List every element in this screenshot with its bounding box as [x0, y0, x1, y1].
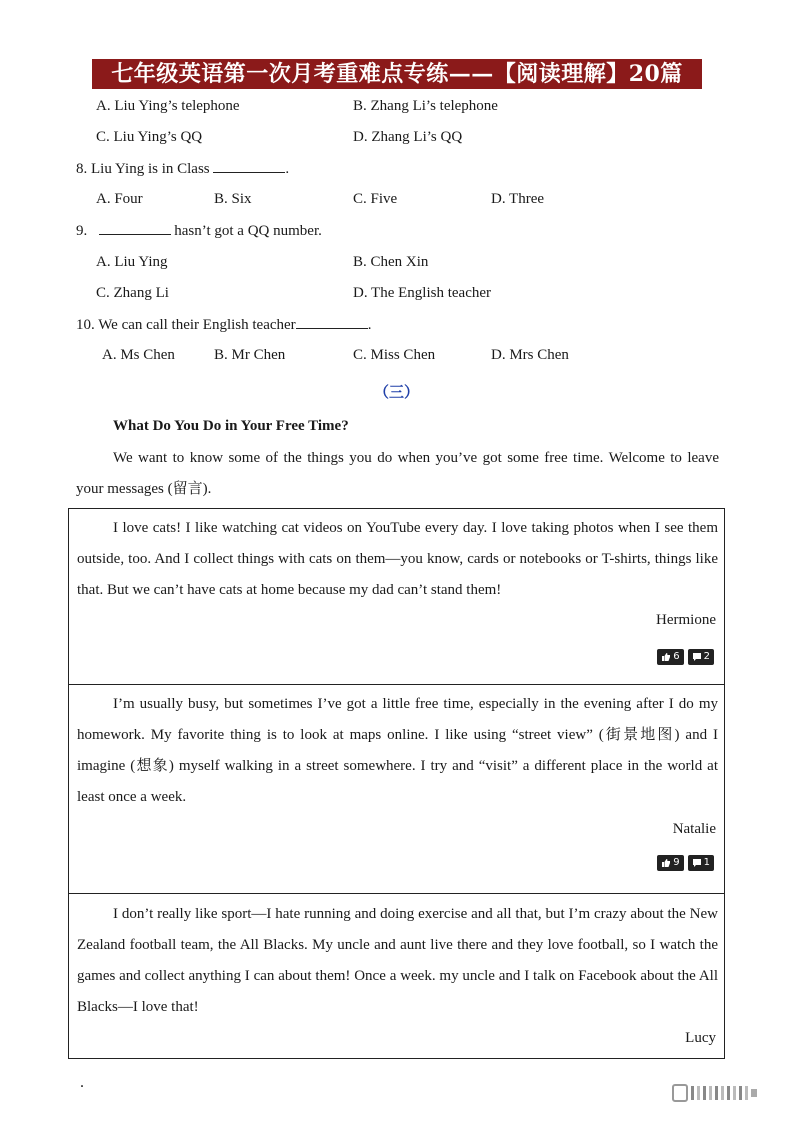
message-author: Natalie	[672, 821, 716, 837]
q10-option-d: D. Mrs Chen	[491, 347, 569, 363]
message-card	[68, 684, 725, 894]
thumbs-up-icon	[661, 858, 671, 868]
q9-number: 9.	[76, 223, 88, 239]
message-author: Hermione	[656, 612, 716, 628]
reaction-bar	[657, 855, 714, 873]
q10-end: .	[367, 317, 372, 333]
q8-option-c: C. Five	[353, 191, 398, 207]
question-8	[76, 158, 289, 179]
like-count	[657, 855, 683, 871]
passage-intro: We want to know some of the things you do when you’ve got some free time. Welcome to leave your messages (留言).	[76, 450, 719, 497]
thumbs-up-icon	[661, 652, 671, 662]
q10-option-a: A. Ms Chen	[102, 347, 175, 363]
q7-option-b: B. Zhang Li’s telephone	[353, 98, 498, 114]
q8-option-d: D. Three	[491, 191, 545, 207]
q8-option-b: B. Six	[214, 191, 252, 207]
watermark-logo	[672, 1082, 772, 1104]
answer-blank	[213, 158, 285, 173]
q8-option-a: A. Four	[96, 191, 143, 207]
q10-option-b: B. Mr Chen	[214, 347, 286, 363]
stray-dot: .	[80, 1074, 84, 1091]
q10-option-c: C. Miss Chen	[353, 347, 436, 363]
message-text: I don’t really like sport—I hate running and doing exercise and all that, but I’m crazy about the New Zealand football team, the All Blacks. My uncle and aunt live there and they love football, so I watch the games and collect anything I can about them! Once a week. my uncle and I talk on Facebook about the All Blacks—I love that!	[77, 906, 718, 1015]
q9-option-b: B. Chen Xin	[353, 254, 429, 270]
message-text: I’m usually busy, but sometimes I’ve got a little free time, especially in the evening after I do my homework. My favorite thing is to look at maps online. I like using “street view” (街景地图) and I imagine (想象) myself walking in a street somewhere. I try and “visit” a different place in the world at least once a week.	[77, 696, 718, 805]
reaction-bar	[657, 649, 714, 667]
comment-number: 2	[703, 651, 710, 662]
comment-icon	[692, 652, 702, 662]
message-card	[68, 508, 725, 685]
q9-option-c: C. Zhang Li	[96, 285, 169, 301]
q8-stem: 8. Liu Ying is in Class	[76, 161, 214, 177]
q7-option-c: C. Liu Ying’s QQ	[96, 129, 203, 145]
message-text: I love cats! I like watching cat videos on YouTube every day. I love taking photos when I see them outside, too. And I collect things with cats on them—you know, cards or notebooks or T-shirts, things like that. But we can’t have cats at home because my dad can’t stand them!	[77, 520, 718, 598]
answer-blank	[296, 314, 368, 329]
q7-option-a: A. Liu Ying’s telephone	[96, 98, 240, 114]
message-card	[68, 893, 725, 1059]
q9-option-d: D. The English teacher	[353, 285, 492, 301]
q9-stem: hasn’t got a QQ number.	[170, 223, 322, 239]
q7-option-d: D. Zhang Li’s QQ	[353, 129, 463, 145]
question-10	[76, 314, 371, 335]
passage-title: What Do You Do in Your Free Time?	[113, 418, 349, 434]
section-number: （三）	[373, 383, 419, 401]
like-number: 9	[673, 857, 680, 868]
q10-stem: 10. We can call their English teacher	[76, 317, 296, 333]
q8-end: .	[285, 161, 290, 177]
comment-icon	[692, 858, 702, 868]
comment-count	[688, 649, 714, 665]
message-author: Lucy	[685, 1030, 716, 1046]
comment-count	[688, 855, 714, 871]
q9-option-a: A. Liu Ying	[96, 254, 168, 270]
answer-blank	[99, 220, 171, 235]
comment-number: 1	[703, 857, 710, 868]
page-banner: 七年级英语第一次月考重难点专练——【阅读理解】20篇	[92, 59, 702, 89]
like-number: 6	[673, 651, 680, 662]
like-count	[657, 649, 683, 665]
question-9	[76, 220, 322, 241]
